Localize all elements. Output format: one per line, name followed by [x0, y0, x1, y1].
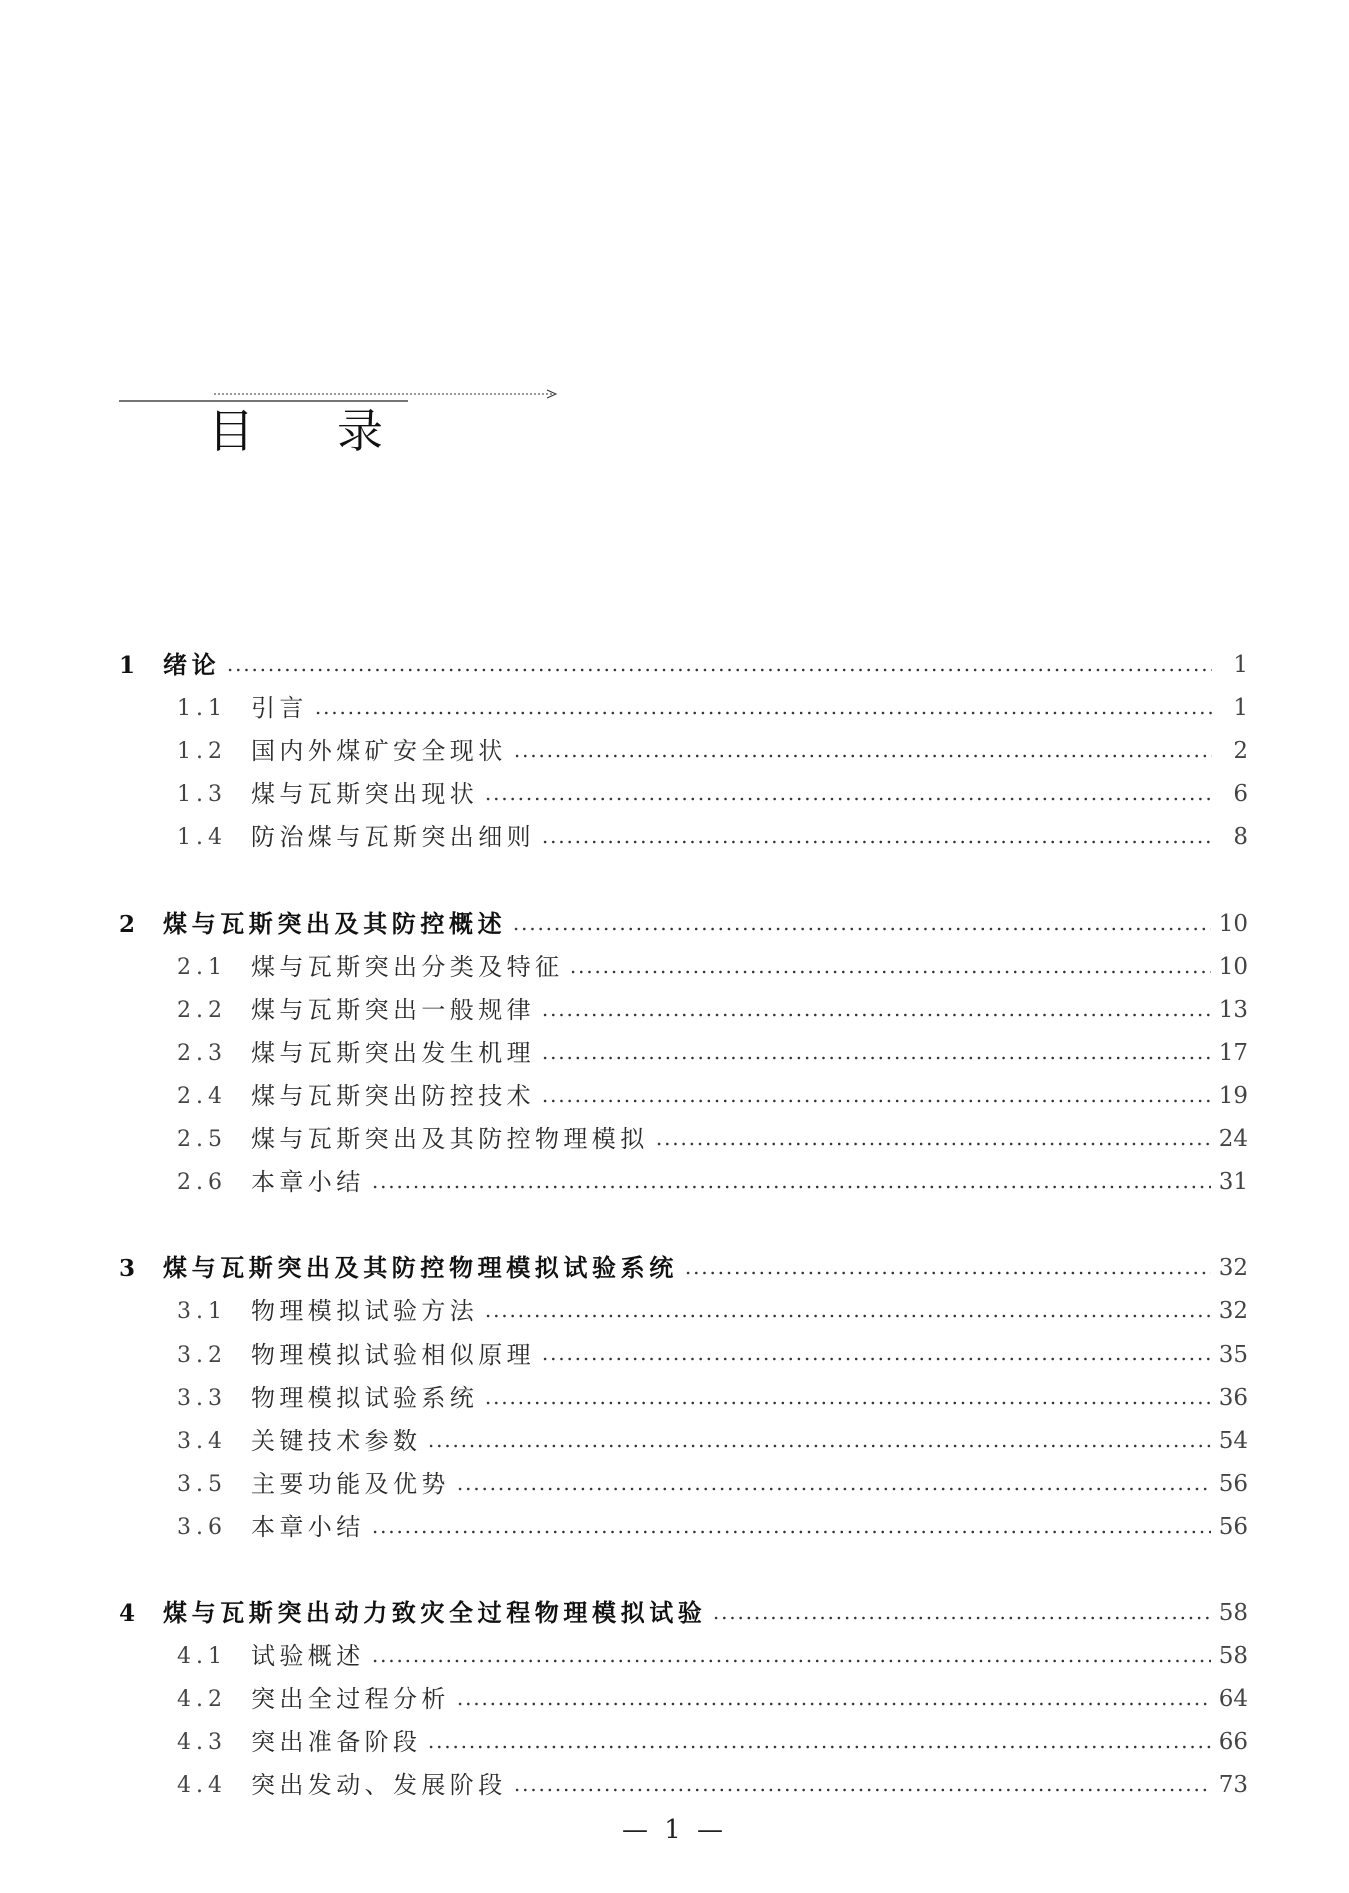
- page-number: 10: [1218, 910, 1248, 937]
- section-title: 物理模拟试验相似原理: [251, 1340, 535, 1369]
- dot-leader: [427, 1420, 1210, 1463]
- section-title: 本章小结: [251, 1512, 365, 1541]
- toc-section-3-6: [119, 1506, 1248, 1549]
- page-number: 58: [1218, 1600, 1248, 1627]
- section-title: 煤与瓦斯突出发生机理: [251, 1038, 535, 1067]
- page-number: 24: [1218, 1126, 1248, 1153]
- toc-section-3-3: [119, 1377, 1248, 1420]
- section-number: 3.3: [177, 1385, 227, 1411]
- toc-section-3-5: [119, 1463, 1248, 1506]
- table-of-contents: [119, 644, 1248, 1808]
- section-number: 4.2: [177, 1687, 227, 1713]
- section-number: 2.3: [177, 1040, 227, 1066]
- toc-section-2-4: [119, 1075, 1248, 1118]
- section-title: 物理模拟试验系统: [251, 1383, 479, 1412]
- page-number: 56: [1218, 1513, 1248, 1540]
- section-title: 煤与瓦斯突出分类及特征: [251, 952, 564, 981]
- section-number: 3.4: [177, 1428, 227, 1454]
- page-number: 66: [1218, 1729, 1248, 1756]
- section-number: 2.6: [177, 1170, 227, 1196]
- toc-section-1-3: [119, 773, 1248, 816]
- page-number: 8: [1233, 824, 1248, 851]
- dot-leader: [371, 1635, 1211, 1678]
- toc-section-2-5: [119, 1118, 1248, 1161]
- toc-section-3-2: [119, 1334, 1248, 1377]
- page-number: 13: [1218, 996, 1248, 1023]
- section-number: 1.4: [177, 825, 227, 851]
- section-title: 物理模拟试验方法: [251, 1297, 479, 1326]
- section-number: 2.2: [177, 997, 227, 1023]
- toc-section-1-2: [119, 730, 1248, 773]
- dot-leader: [513, 730, 1212, 773]
- section-title: 突出发动、发展阶段: [251, 1771, 507, 1800]
- section-number: 2.1: [177, 954, 227, 980]
- dot-leader: [541, 1032, 1211, 1075]
- page-number: 54: [1218, 1427, 1248, 1454]
- page-number: 1: [1233, 652, 1248, 678]
- dot-leader: [512, 903, 1211, 946]
- toc-section-4-3: [119, 1721, 1248, 1764]
- dot-leader: [226, 644, 1212, 687]
- page-number: 17: [1218, 1039, 1248, 1066]
- chapter-number: 4: [119, 1600, 136, 1628]
- chapter-number: 2: [119, 910, 136, 938]
- section-title: 主要功能及优势: [251, 1469, 450, 1498]
- page-number: 35: [1218, 1341, 1248, 1368]
- chapter-title: 煤与瓦斯突出及其防控概述: [163, 909, 507, 938]
- page-number: 31: [1218, 1169, 1248, 1196]
- section-title: 关键技术参数: [251, 1426, 422, 1455]
- toc-chapter-group-1: [119, 644, 1248, 859]
- dot-leader: [371, 1506, 1211, 1549]
- chapter-title: 绪论: [163, 651, 221, 679]
- section-number: 3.5: [177, 1471, 227, 1497]
- toc-section-2-2: [119, 989, 1248, 1032]
- page-number: 56: [1218, 1470, 1248, 1497]
- section-title: 突出准备阶段: [251, 1728, 422, 1757]
- page-number: 58: [1218, 1643, 1248, 1670]
- section-title: 本章小结: [251, 1168, 365, 1197]
- dot-leader: [684, 1247, 1211, 1290]
- section-number: 3.6: [177, 1514, 227, 1540]
- section-title: 国内外煤矿安全现状: [251, 737, 507, 766]
- dot-leader: [569, 946, 1210, 989]
- section-number: 3.2: [177, 1342, 227, 1368]
- section-number: 4.4: [177, 1773, 227, 1799]
- page-number: 19: [1218, 1082, 1248, 1109]
- dot-leader: [655, 1118, 1211, 1161]
- toc-chapter-group-4: [119, 1592, 1248, 1807]
- dot-leader: [712, 1592, 1210, 1635]
- page-number: 73: [1218, 1772, 1248, 1799]
- section-title: 引言: [251, 694, 308, 723]
- section-number: 1.2: [177, 739, 227, 765]
- toc-chapter-4: [119, 1592, 1248, 1635]
- dot-leader: [541, 816, 1212, 859]
- toc-chapter-1: [119, 644, 1248, 687]
- dot-leader: [484, 773, 1212, 816]
- toc-section-2-6: [119, 1161, 1248, 1204]
- page-number: 64: [1218, 1686, 1248, 1713]
- toc-section-1-1: [119, 687, 1248, 730]
- section-title: 防治煤与瓦斯突出细则: [251, 823, 535, 852]
- dot-leader: [314, 687, 1212, 730]
- toc-section-4-2: [119, 1678, 1248, 1721]
- section-number: 3.1: [177, 1299, 227, 1325]
- toc-section-2-1: [119, 946, 1248, 989]
- section-number: 4.3: [177, 1730, 227, 1756]
- section-title: 试验概述: [251, 1642, 365, 1671]
- toc-section-2-3: [119, 1032, 1248, 1075]
- dot-leader: [484, 1290, 1211, 1333]
- section-number: 4.1: [177, 1644, 227, 1670]
- toc-chapter-group-2: [119, 903, 1248, 1205]
- section-number: 2.4: [177, 1083, 227, 1109]
- chapter-number: 1: [119, 652, 136, 679]
- toc-chapter-group-3: [119, 1247, 1248, 1549]
- toc-section-4-4: [119, 1764, 1248, 1807]
- dot-leader: [541, 1334, 1211, 1377]
- section-title: 煤与瓦斯突出及其防控物理模拟: [251, 1125, 649, 1154]
- dot-leader: [456, 1463, 1211, 1506]
- chapter-number: 3: [119, 1255, 136, 1283]
- dot-leader: [484, 1377, 1211, 1420]
- toc-section-3-1: [119, 1290, 1248, 1333]
- section-number: 1.1: [177, 696, 227, 722]
- section-title: 煤与瓦斯突出防控技术: [251, 1081, 535, 1110]
- toc-chapter-3: [119, 1247, 1248, 1290]
- section-number: 2.5: [177, 1127, 227, 1153]
- page-number: 32: [1218, 1255, 1248, 1282]
- page-title: 目录: [208, 404, 466, 458]
- chapter-title: 煤与瓦斯突出及其防控物理模拟试验系统: [163, 1254, 678, 1283]
- dot-leader: [541, 1075, 1211, 1118]
- toc-section-1-4: [119, 816, 1248, 859]
- toc-section-3-4: [119, 1420, 1248, 1463]
- page-number: 10: [1218, 953, 1248, 980]
- dot-leader: [371, 1161, 1211, 1204]
- dot-leader: [456, 1678, 1211, 1721]
- section-number: 1.3: [177, 782, 227, 808]
- dot-leader: [541, 989, 1211, 1032]
- toc-section-4-1: [119, 1635, 1248, 1678]
- page-number: 36: [1218, 1384, 1248, 1411]
- section-title: 突出全过程分析: [251, 1685, 450, 1714]
- page-number: 2: [1233, 738, 1248, 765]
- chapter-title: 煤与瓦斯突出动力致灾全过程物理模拟试验: [163, 1599, 707, 1628]
- section-title: 煤与瓦斯突出现状: [251, 780, 479, 809]
- section-title: 煤与瓦斯突出一般规律: [251, 995, 535, 1024]
- dot-leader: [513, 1764, 1211, 1807]
- page-footer-number: — 1 —: [621, 1815, 728, 1845]
- page-number: 6: [1233, 781, 1248, 808]
- toc-chapter-2: [119, 903, 1248, 946]
- page-number: 1: [1233, 695, 1248, 722]
- dot-leader: [427, 1721, 1210, 1764]
- page-number: 32: [1218, 1298, 1248, 1325]
